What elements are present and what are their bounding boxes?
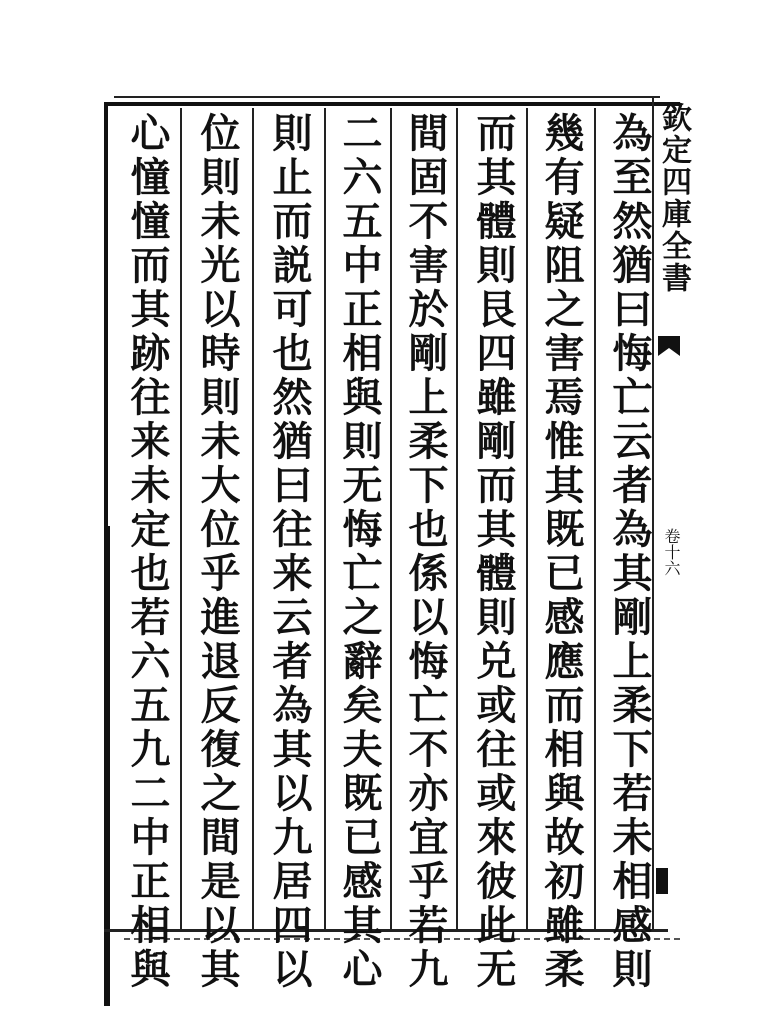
binding-edge-shadow bbox=[104, 526, 110, 1006]
text-column-1 bbox=[600, 112, 658, 992]
text-column-2 bbox=[532, 112, 590, 992]
column-text: 位則未光以時則未大位乎進退反復之間是以其 bbox=[194, 112, 241, 992]
column-divider bbox=[180, 108, 182, 930]
column-divider bbox=[526, 108, 528, 930]
column-text: 心憧憧而其跡往来未定也若六五九二中正相與 bbox=[124, 112, 171, 992]
column-divider bbox=[594, 108, 596, 930]
column-divider bbox=[390, 108, 392, 930]
book-title: 欽定四庫全書 bbox=[656, 102, 691, 294]
column-text: 則止而説可也然猶曰往来云者為其以九居四以 bbox=[266, 112, 313, 992]
text-column-6 bbox=[260, 112, 318, 992]
juan-number: 卷十六 bbox=[662, 528, 681, 576]
column-divider bbox=[324, 108, 326, 930]
text-column-7 bbox=[188, 112, 246, 992]
column-divider bbox=[252, 108, 254, 930]
top-border-thick bbox=[104, 102, 680, 106]
column-text: 幾有疑阻之害焉惟其既已感應而相與故初雖柔 bbox=[538, 112, 585, 992]
column-divider bbox=[456, 108, 458, 930]
column-text: 而其體則艮四雖剛而其體則兑或往或來彼此无 bbox=[470, 112, 517, 992]
text-column-8 bbox=[118, 112, 176, 992]
column-text: 間固不害於剛上柔下也係以悔亡不亦宜乎若九 bbox=[402, 112, 449, 992]
text-column-5 bbox=[330, 112, 388, 992]
column-text: 二六五中正相與則无悔亡之辭矣夫既已感其心 bbox=[336, 112, 383, 992]
fishtail-mark-icon bbox=[658, 336, 680, 356]
top-border-thin bbox=[114, 96, 660, 98]
margin-ink-mark bbox=[656, 868, 668, 894]
text-column-4 bbox=[396, 112, 454, 992]
page-frame bbox=[104, 96, 680, 992]
column-text: 為至然猶曰悔亡云者為其剛上柔下若未相感則 bbox=[606, 112, 653, 992]
margin-line bbox=[652, 98, 654, 930]
text-column-3 bbox=[464, 112, 522, 992]
book-margin bbox=[652, 98, 690, 930]
